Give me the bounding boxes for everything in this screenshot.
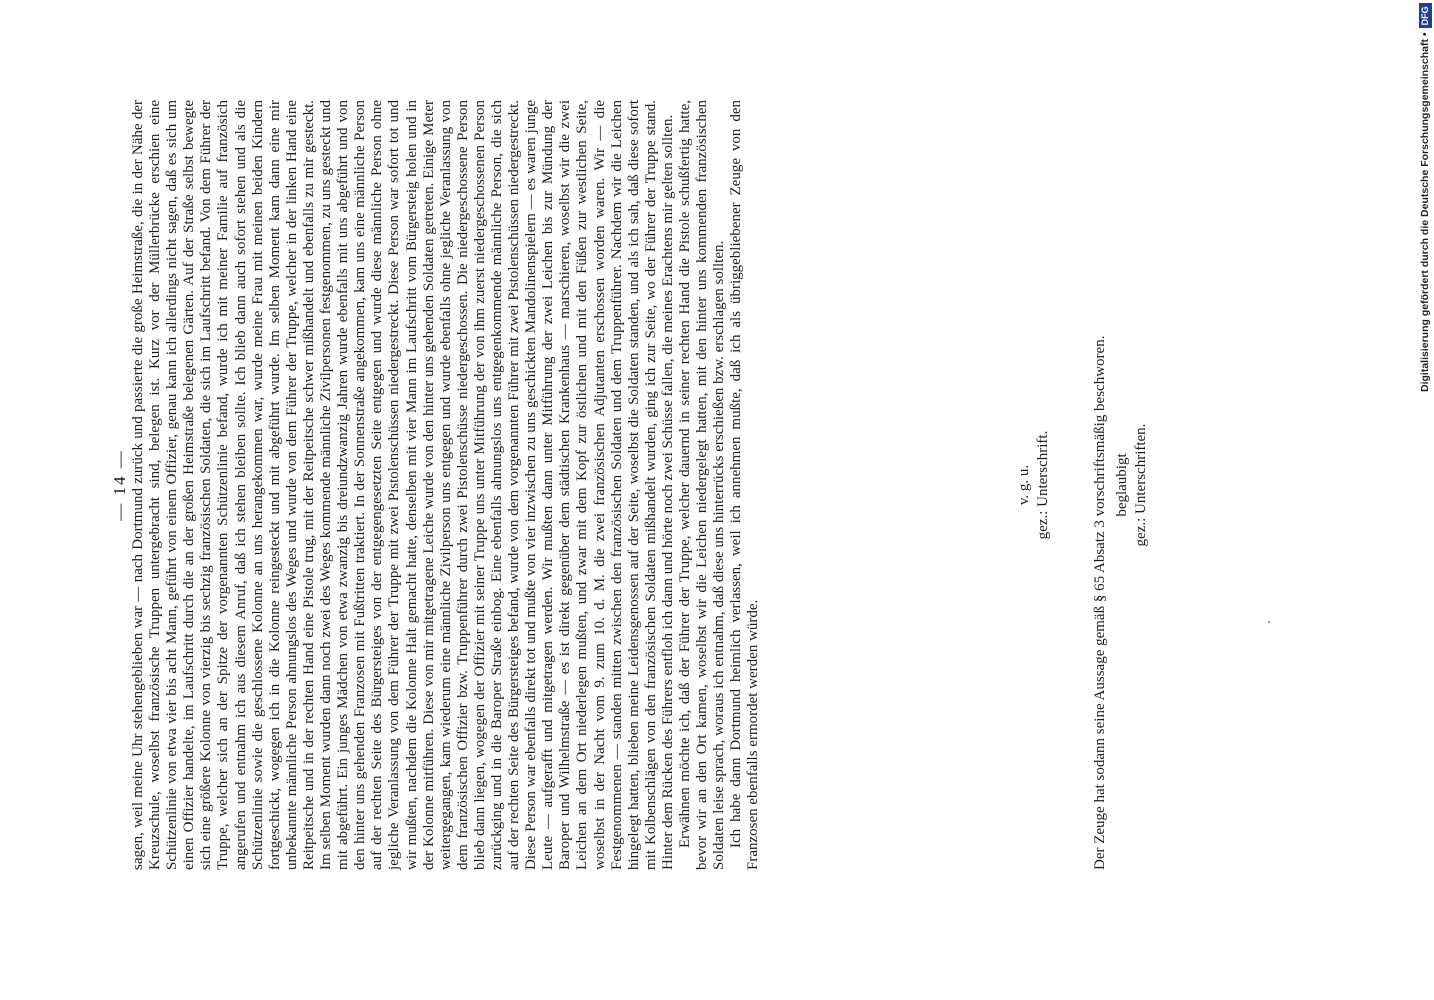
paragraph: Erwähnen möchte ich, daß der Führer der Truppe, welcher dauernd in seiner rechten Hand die Pistole schußfertig hatte, bevor wir an den Ort kamen, woselbst wir die Leichen niedergelegt hatten, mit den hinter uns kommenden französischen Soldaten leise sprach, woraus ich entnahm, daß diese uns hinterrücks erschießen bzw. erschlagen sollten. <box>677 100 728 870</box>
vgu-mark: v. g. u. <box>1016 464 1032 506</box>
oath-statement: Der Zeuge hat sodann seine Aussage gemäß § 65 Absatz 3 vorschriftsmäßig beschworen. <box>1092 335 1108 870</box>
certification-label: beglaubigt <box>1114 453 1130 517</box>
certification-signatures: gez.: Unterschriften. <box>1133 423 1149 547</box>
testimony-body <box>130 100 762 870</box>
page-number: — 14 — <box>110 449 129 521</box>
dfg-logo: DFG <box>1419 3 1432 28</box>
digitization-credit <box>1418 6 1432 392</box>
scanned-page <box>80 90 1190 880</box>
signature-line: gez.: Unterschrift. <box>1035 430 1051 540</box>
paragraph: sagen, weil meine Uhr stehengeblieben war — nach Dortmund zurück und passierte die große Heimstraße, die in der Nähe der Kreuzschule, woselbst französische Truppen untergebracht sind, belegen ist. Kurz vor der Müllerbrücke erschien eine Schützenlinie von etwa vier bis acht Mann, geführt von einem Offizier, genau kann ich allerdings nicht sagen, daß es sich um einen Offizier handelte, im Laufschritt durch die an der großen Heimstraße belegenen Gärten. Auf der Straße selbst bewegte sich eine größere Kolonne von vierzig bis sechzig französischen Soldaten, die sich im Laufschritt befand. Von dem Führer der Truppe, welcher sich an der Spitze der vorgenannten Schützenlinie befand, wurde ich mit meiner Familie auf französich angerufen und entnahm ich aus diesem Anruf, daß ich stehen bleiben sollte. Ich blieb dann auch sofort stehen und als die Schützenlinie sowie die geschlossene Kolonne an uns herangekommen war, wurde meine Frau mit meinen beiden Kindern fortgeschickt, wogegen ich in die Kolonne reingesteckt und mit abgeführt wurde. Im selben Moment kam dann eine mir unbekannte männliche Person ahnungslos des Weges und wurde von dem Führer der Truppe, welcher in der linken Hand eine Reitpeitsche und in der rechten Hand eine Pistole trug, mit der Reitpeitsche schwer mißhandelt und ebenfalls zu mir gesteckt. Im selben Moment wurden dann noch zwei des Weges kommende männliche Zivilpersonen festgenommen, zu uns gesteckt und mit abgeführt. Ein junges Mädchen von etwa zwanzig bis dreiundzwanzig Jahren wurde ebenfalls mit uns abgeführt und von den hinter uns gehenden Franzosen mit Fußtritten traktiert. In der Sonnenstraße angekommen, kam uns eine männliche Person auf der rechten Seite des Bürgersteiges von der entgegengesetzten Seite entgegen und wurde diese männliche Person ohne jegliche Veranlassung von dem Führer der Truppe mit zwei Pistolenschüssen niedergestreckt. Diese Person war sofort tot und wir mußten, nachdem die Kolonne Halt gemacht hatte, denselben mit vier Mann im Laufschritt vom Bürgersteig holen und in der Kolonne mitführen. Diese von mir mitgetragene Leiche wurde von den hinter uns gehenden Soldaten getreten. Einige Meter weitergegangen, kam wiederum eine männliche Zivilperson uns entgegen und wurde ebenfalls ohne jegliche Veranlassung von dem französischen Offizier bzw. Truppenführer durch zwei Pistolenschüsse niedergeschossen. Die niedergeschossene Person blieb dann liegen, wogegen der Offizier mit seiner Truppe uns unter Mitführung der von ihm zuerst niedergeschossenen Person zurückging und in die Baroper Straße einbog. Eine ebenfalls ahnungslos uns entgegenkommende männliche Person, die sich auf der rechten Seite des Bürgersteiges befand, wurde von dem vorgenannten Führer mit zwei Pistolenschüssen niedergestreckt. Diese Person war ebenfalls direkt tot und mußte von vier inzwischen zu uns geschickten Mandolinenspielern — es waren junge Leute — aufgerafft und mitgetragen werden. Wir mußten dann unter Mitführung der zwei Leichen bis zur Mündung der Baroper und Wilhelmstraße — es ist direkt gegenüber dem städtischen Krankenhaus — marschieren, woselbst wir die zwei Leichen an dem Ort niederlegen mußten, und zwar mit dem Kopf zur östlichen und mit den Füßen zur westlichen Seite, woselbst in der Nacht vom 9. zum 10. d. M. die zwei französischen Adjutanten erschossen worden waren. Wir — die Festgenommenen — standen mitten zwischen den französischen Soldaten und dem Truppenführer. Nachdem wir die Leichen hingelegt hatten, blieben meine Leidensgenossen auf der Seite, woselbst die Soldaten standen, und als ich sah, daß diese sofort mit Kolbenschlägen von den französischen Soldaten mißhandelt wurden, ging ich zur Seite, wo der Führer der Truppe stand. Hinter dem Rücken des Führers entfloh ich dann und hörte noch zwei Schüsse fallen, die meines Erachtens mir gelten sollten. <box>130 100 676 870</box>
scan-speck <box>1268 621 1270 623</box>
digitization-credit-text: Digitalisierung gefördert durch die Deutsche Forschungsgemeinschaft • <box>1419 32 1431 392</box>
closing-signature-block <box>1015 90 1053 880</box>
certification-block <box>1113 90 1151 880</box>
paragraph: Ich habe dann Dortmund heimlich verlassen, weil ich annehmen mußte, daß ich als übriggebliebener Zeuge von den Franzosen ebenfalls ermordet werden würde. <box>728 100 762 870</box>
